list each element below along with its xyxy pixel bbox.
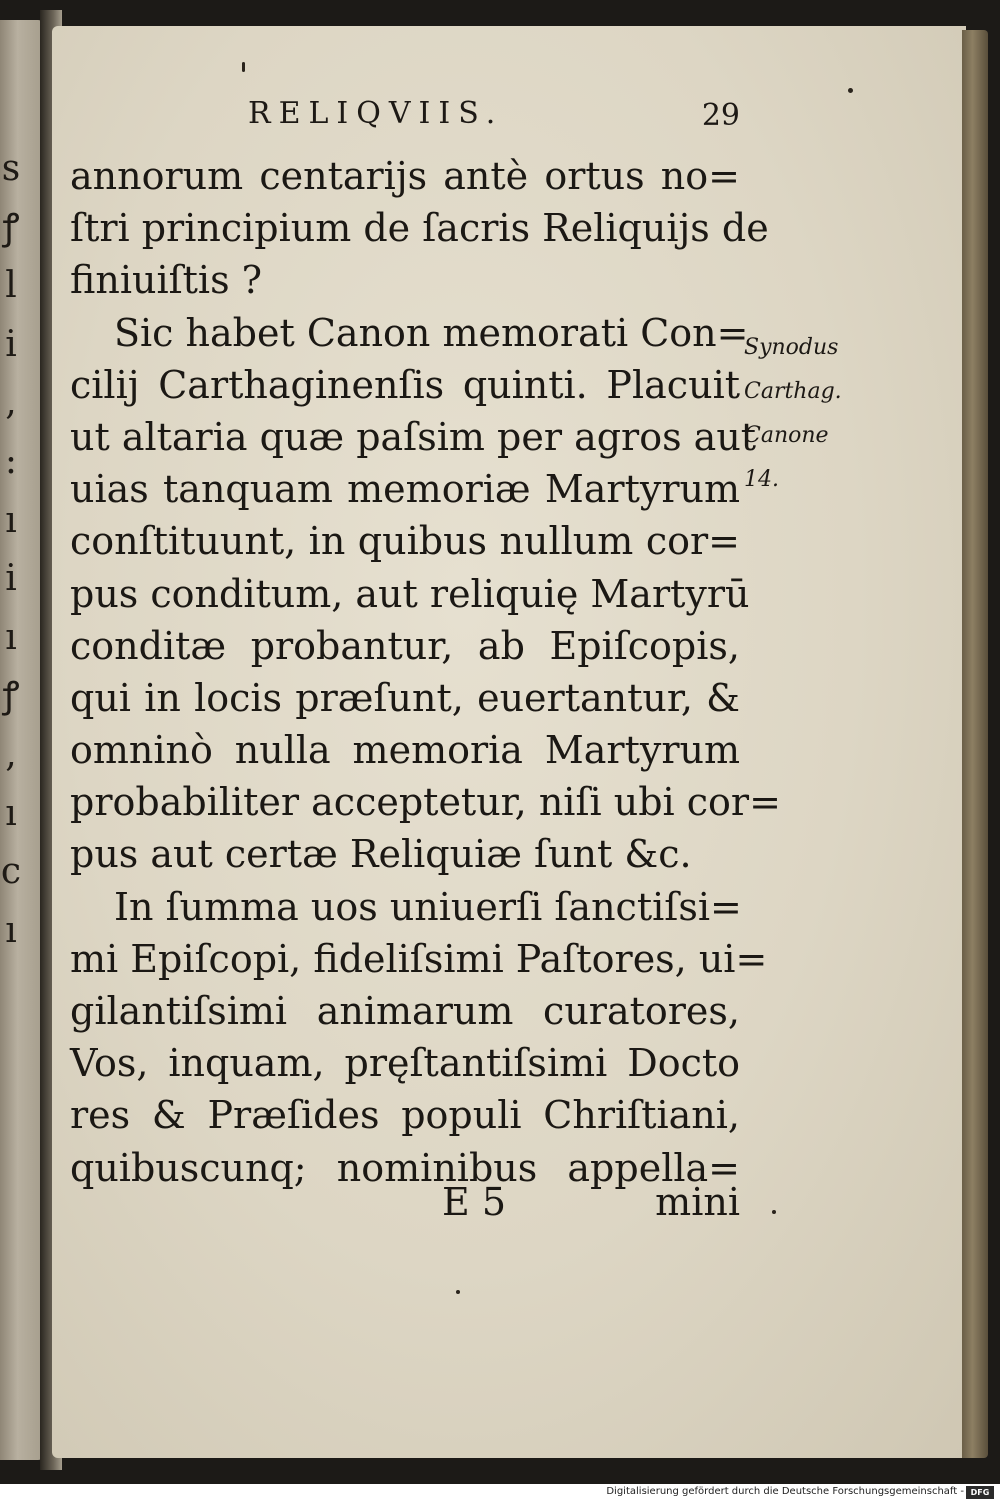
text-line: conditæ probantur, ab Epiſcopis, [70,623,740,668]
ink-speck [456,1290,460,1294]
footer-credit: Digitalisierung gefördert durch die Deutsche Forschungsgemeinschaft - [606,1486,964,1497]
catchword: mini [655,1180,740,1224]
dfg-logo: DFG [966,1486,994,1499]
facing-glyph: : [4,440,18,482]
facing-glyph: ı [5,792,17,834]
text-line: ſtri principium de ſacris Reliquijs de [70,206,769,251]
text-line: Sic habet Canon memorati Con= [114,310,749,355]
marginal-note [744,326,894,502]
text-line: conſtituunt, in quibus nullum cor= [70,519,740,564]
facing-glyph: , [5,733,17,775]
facing-glyph: , [5,382,17,424]
text-line: quibuscunq; nominibus appella= [70,1145,740,1190]
text-line: probabiliter acceptetur, niſi ubi cor= [70,780,781,825]
text-line: pus conditum, aut reliquię Martyrū [70,571,750,616]
facing-glyph: i [5,558,17,600]
page-number: 29 [701,98,740,133]
facing-page-fragment [0,20,44,1460]
facing-page-glyphs [0,140,22,960]
text-line: cilij Carthaginenſis quinti. Placuit [70,362,740,407]
catchline [70,1180,740,1232]
text-line: ut altaria quæ paſsim per agros aut [70,414,757,459]
page-header [70,96,740,136]
text-line: res & Præſides populi Chriſtiani, [70,1093,740,1138]
text-line: In ſumma uos uniuerſi ſanctiſsi= [114,884,742,929]
text-line: qui in locis præſunt, euertantur, & [70,675,740,720]
signature-mark: E 5 [442,1180,506,1224]
text-line: gilantiſsimi animarum curatores, [70,989,740,1033]
text-line: Vos, inquam, pręſtantiſsimi Docto [70,1041,740,1086]
digitization-footer [0,1484,1000,1502]
facing-glyph: ꝭ [2,675,20,717]
facing-glyph: c [0,851,22,893]
facing-glyph: ı [5,499,17,541]
text-line: omninò nulla memoria Martyrum [70,728,740,773]
facing-glyph: ꝭ [2,206,20,248]
facing-glyph: ı [5,909,17,951]
facing-glyph: l [5,265,17,307]
text-line: annorum centarijs antè ortus no= [70,154,740,198]
marginal-line: Canone [744,423,829,448]
marginal-line: Synodus [744,335,839,360]
facing-glyph: ı [5,616,17,658]
text-line: pus aut certæ Reliquiæ ſunt &c. [70,832,692,877]
text-line: finiuiſtis ? [70,258,263,303]
ink-speck [242,62,245,72]
marginal-line: 14. [744,467,779,492]
page-edge [962,30,988,1458]
ink-speck [772,1210,776,1214]
facing-glyph: i [5,323,17,365]
ink-speck [848,88,853,93]
facing-glyph: s [1,148,21,189]
text-line: uias tanquam memoriæ Martyrum [70,467,740,512]
marginal-line: Carthag. [744,379,842,404]
text-line: mi Epiſcopi, fideliſsimi Paſtores, ui= [70,936,768,981]
running-head: RELIQVIIS. [248,96,504,131]
